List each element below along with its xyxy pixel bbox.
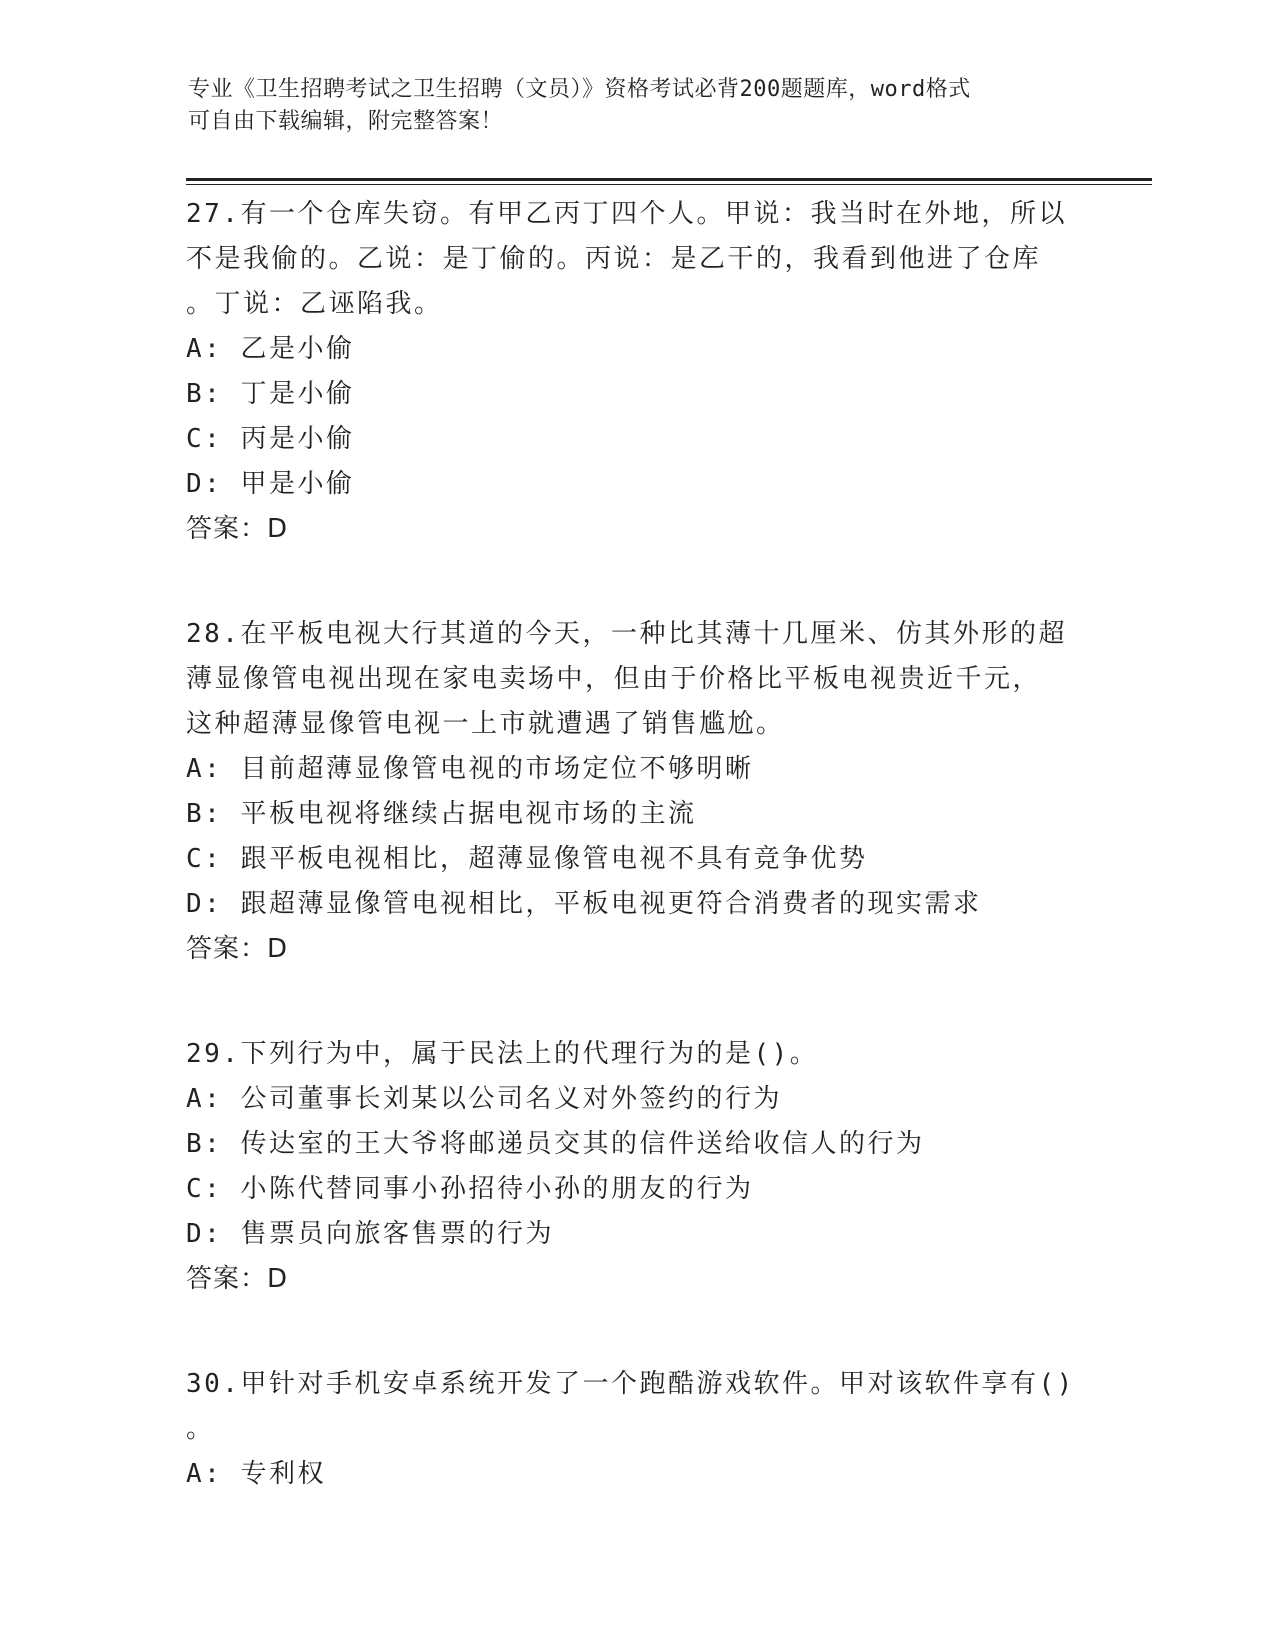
- question-stem-line: 28.在平板电视大行其道的今天，一种比其薄十几厘米、仿其外形的超: [186, 619, 1067, 649]
- header-title-line-2: 可自由下载编辑，附完整答案！: [188, 109, 504, 134]
- option-b: B: 平板电视将继续占据电视市场的主流: [186, 799, 697, 829]
- option-c: C: 跟平板电视相比，超薄显像管电视不具有竞争优势: [186, 844, 868, 874]
- option-a: A: 目前超薄显像管电视的市场定位不够明晰: [186, 754, 754, 784]
- option-c: C: 小陈代替同事小孙招待小孙的朋友的行为: [186, 1174, 754, 1204]
- option-a: A: 乙是小偷: [186, 334, 355, 364]
- option-a: A: 公司董事长刘某以公司名义对外签约的行为: [186, 1084, 782, 1114]
- header-title-line-1: 专业《卫生招聘考试之卫生招聘（文员）》资格考试必背200题题库，word格式: [188, 77, 971, 102]
- question-stem-line: 29.下列行为中，属于民法上的代理行为的是()。: [186, 1039, 819, 1069]
- question-stem-line: 27.有一个仓库失窃。有甲乙丙丁四个人。甲说：我当时在外地，所以: [186, 199, 1067, 229]
- option-d: D: 甲是小偷: [186, 469, 355, 499]
- header-divider-thick: [186, 178, 1152, 181]
- question-list: [186, 192, 1086, 1557]
- question-stem-line: 这种超薄显像管电视一上市就遭遇了销售尴尬。: [186, 709, 785, 739]
- question-29: [186, 1032, 1086, 1302]
- question-30: [186, 1362, 1086, 1497]
- answer-line: 答案：D: [186, 1264, 289, 1294]
- answer-line: 答案：D: [186, 934, 289, 964]
- document-header: [188, 74, 1068, 138]
- option-d: D: 售票员向旅客售票的行为: [186, 1219, 554, 1249]
- option-d: D: 跟超薄显像管电视相比，平板电视更符合消费者的现实需求: [186, 889, 982, 919]
- header-divider-thin: [186, 184, 1152, 185]
- question-27: [186, 192, 1086, 552]
- question-stem-line: 薄显像管电视出现在家电卖场中，但由于价格比平板电视贵近千元，: [186, 664, 1042, 694]
- option-b: B: 传达室的王大爷将邮递员交其的信件送给收信人的行为: [186, 1129, 925, 1159]
- option-c: C: 丙是小偷: [186, 424, 355, 454]
- question-stem-line: 。: [186, 1414, 215, 1444]
- question-stem-line: 。丁说：乙诬陷我。: [186, 289, 443, 319]
- question-28: [186, 612, 1086, 972]
- option-a: A: 专利权: [186, 1459, 326, 1489]
- option-b: B: 丁是小偷: [186, 379, 355, 409]
- answer-line: 答案：D: [186, 514, 289, 544]
- question-stem-line: 30.甲针对手机安卓系统开发了一个跑酷游戏软件。甲对该软件享有(): [186, 1369, 1075, 1399]
- question-stem-line: 不是我偷的。乙说：是丁偷的。丙说：是乙干的，我看到他进了仓库: [186, 244, 1042, 274]
